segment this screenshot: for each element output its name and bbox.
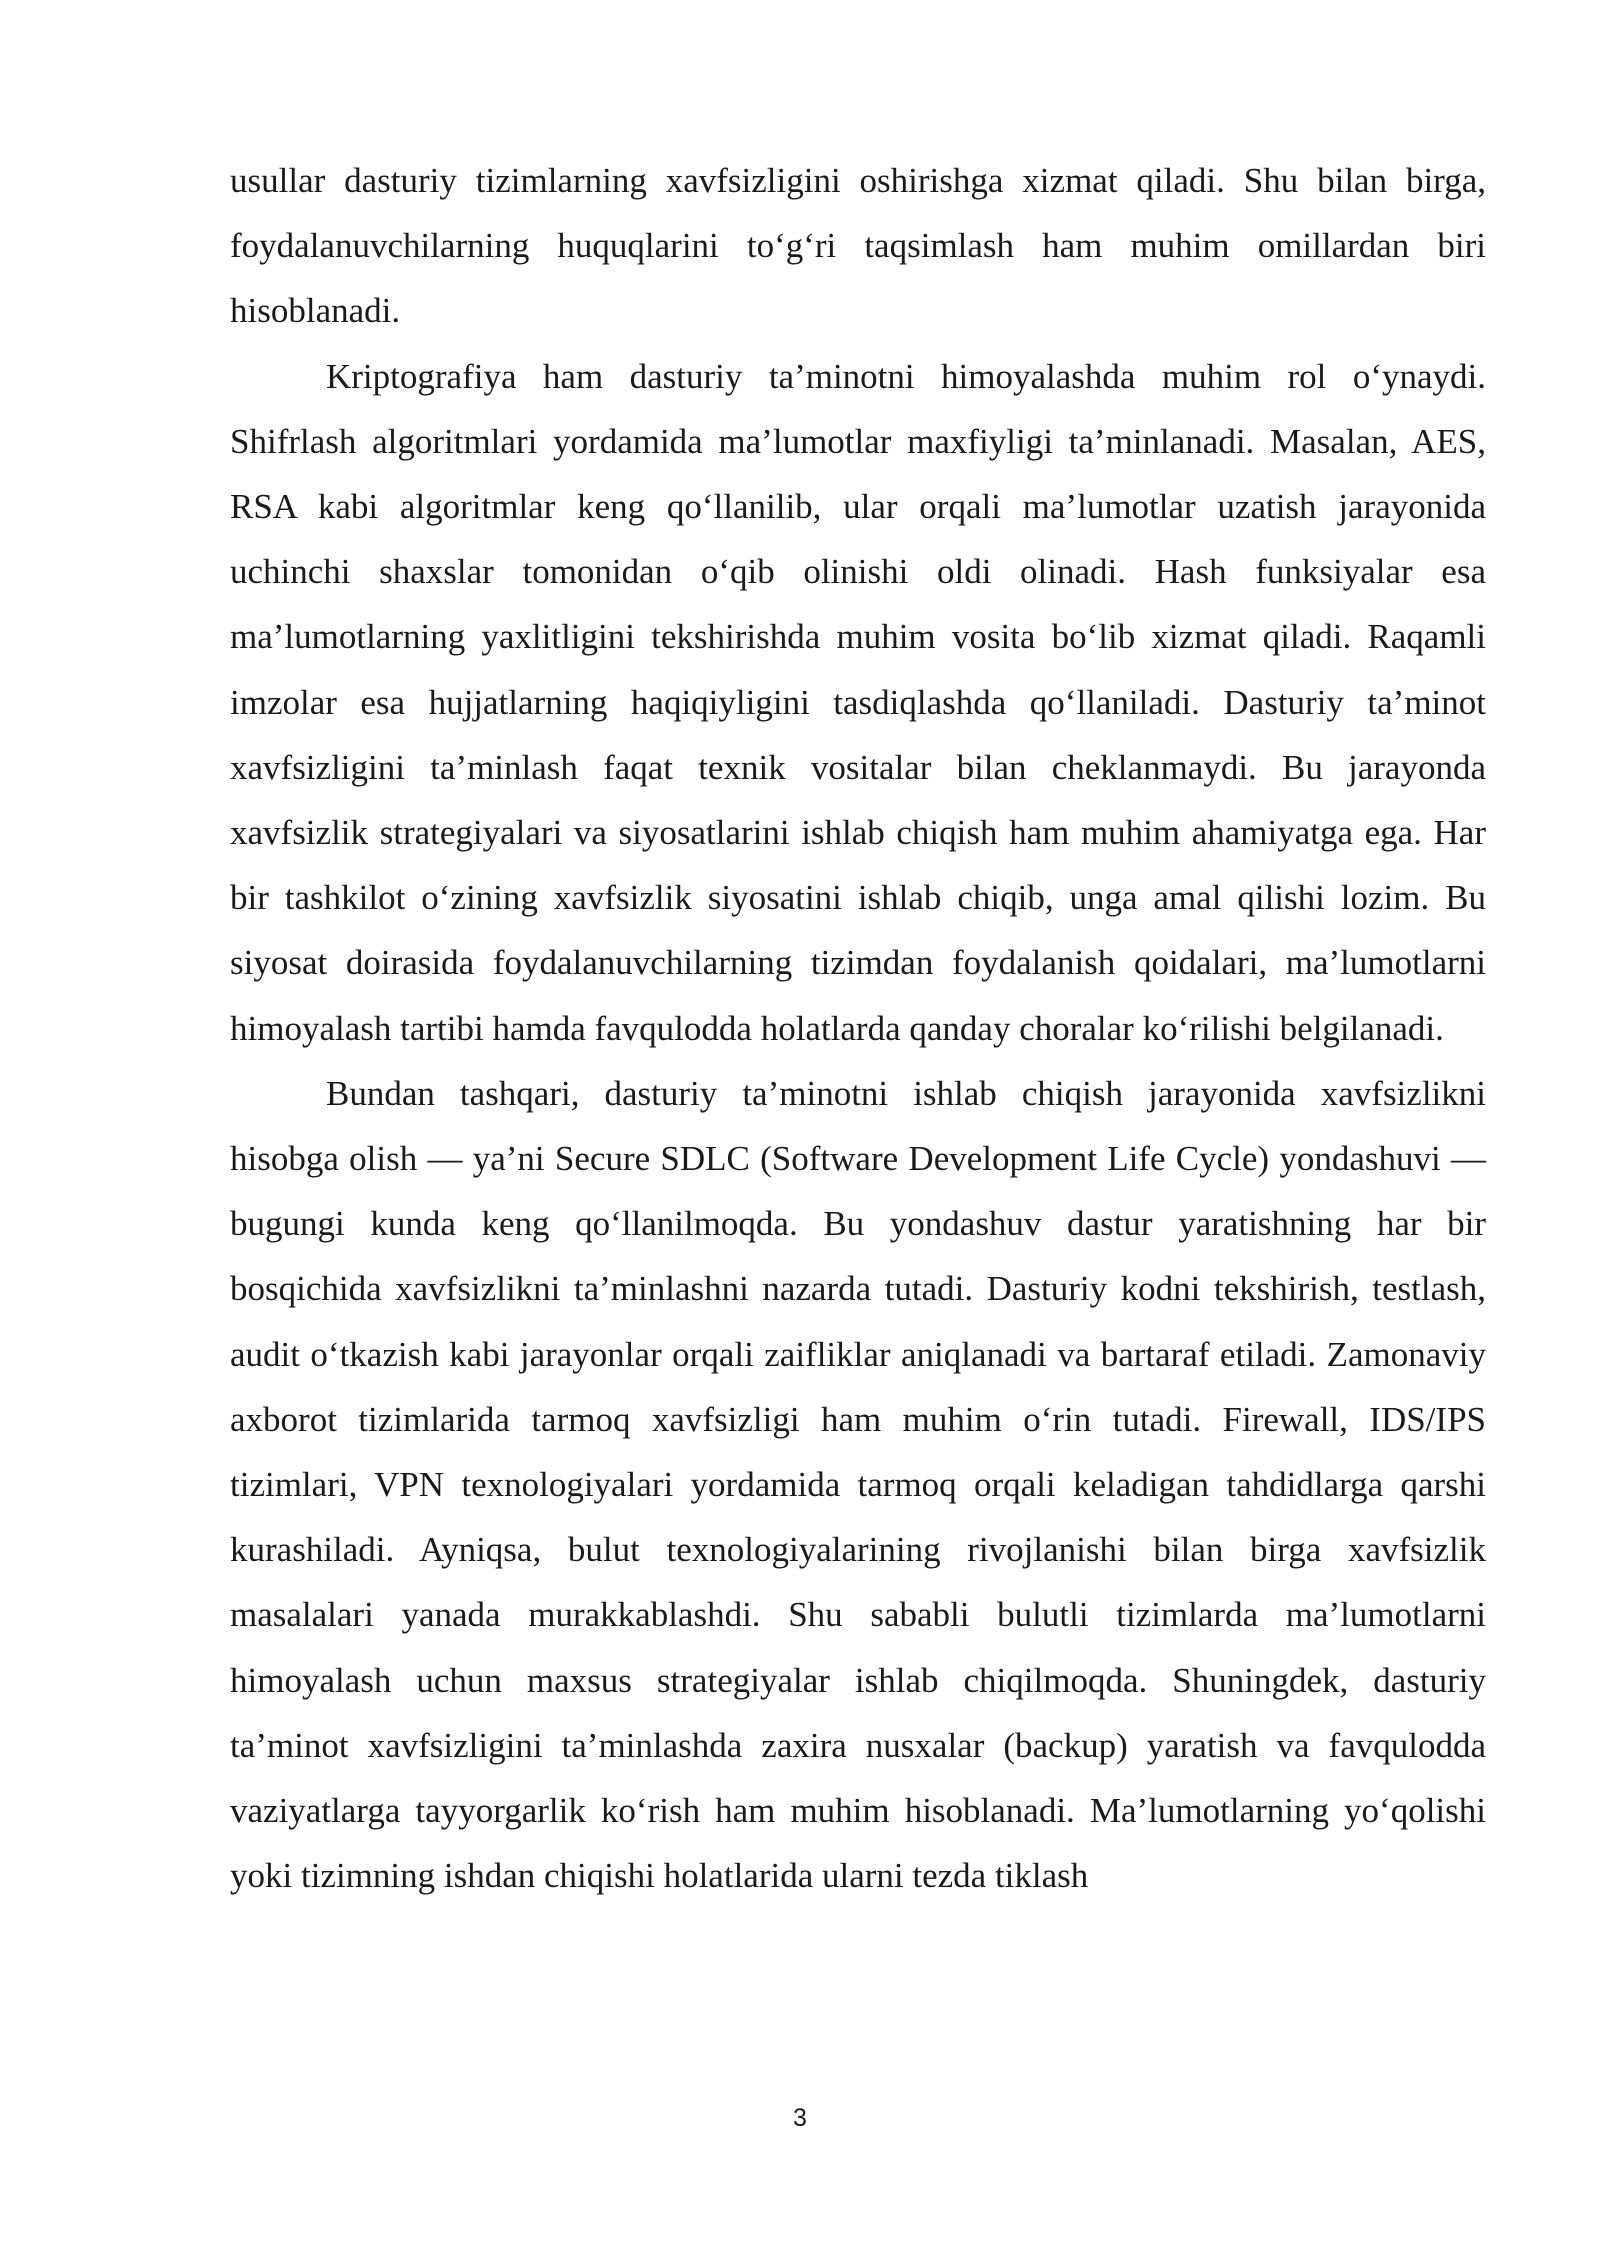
body-text xyxy=(230,148,1486,1908)
paragraph-1: usullar dasturiy tizimlarning xavfsizligini oshirishga xizmat qiladi. Shu bilan birga, foydalanuvchilarning huquqlarini to‘g‘ri taqsimlash ham muhim omillardan biri hisoblanadi. xyxy=(230,161,1486,331)
paragraph-3: Bundan tashqari, dasturiy ta’minotni ishlab chiqish jarayonida xavfsizlikni hisobga olish — ya’ni Secure SDLC (Software Development Life Cycle) yondashuvi — bugungi kunda keng qo‘llanilmoqda. Bu yondashuv dastur yaratishning har bir bosqichida xavfsizlikni ta’minlashni nazarda tutadi. Dasturiy kodni tekshirish, testlash, audit o‘tkazish kabi jarayonlar orqali zaifliklar aniqlanadi va bartaraf etiladi. Zamonaviy axborot tizimlarida tarmoq xavfsizligi ham muhim o‘rin tutadi. Firewall, IDS/IPS tizimlari, VPN texnologiyalari yordamida tarmoq orqali keladigan tahdidlarga qarshi kurashiladi. Ayniqsa, bulut texnologiyalarining rivojlanishi bilan birga xavfsizlik masalalari yanada murakkablashdi. Shu sababli bulutli tizimlarda ma’lumotlarni himoyalash uchun maxsus strategiyalar ishlab chiqilmoqda. Shuningdek, dasturiy ta’minot xavfsizligini ta’minlashda zaxira nusxalar (backup) yaratish va favqulodda vaziyatlarga tayyorgarlik ko‘rish ham muhim hisoblanadi. Ma’lumotlarning yo‘qolishi yoki tizimning ishdan chiqishi holatlarida ularni tezda tiklash xyxy=(230,1073,1486,1896)
page-number: 3 xyxy=(793,2104,807,2132)
paragraph-2: Kriptografiya ham dasturiy ta’minotni himoyalashda muhim rol o‘ynaydi. Shifrlash algoritmlari yordamida ma’lumotlar maxfiyligi ta’minlanadi. Masalan, AES, RSA kabi algoritmlar keng qo‘llanilib, ular orqali ma’lumotlar uzatish jarayonida uchinchi shaxslar tomonidan o‘qib olinishi oldi olinadi. Hash funksiyalar esa ma’lumotlarning yaxlitligini tekshirishda muhim vosita bo‘lib xizmat qiladi. Raqamli imzolar esa hujjatlarning haqiqiyligini tasdiqlashda qo‘llaniladi. Dasturiy ta’minot xavfsizligini ta’minlash faqat texnik vositalar bilan cheklanmaydi. Bu jarayonda xavfsizlik strategiyalari va siyosatlarini ishlab chiqish ham muhim ahamiyatga ega. Har bir tashkilot o‘zining xavfsizlik siyosatini ishlab chiqib, unga amal qilishi lozim. Bu siyosat doirasida foydalanuvchilarning tizimdan foydalanish qoidalari, ma’lumotlarni himoyalash tartibi hamda favqulodda holatlarda qanday choralar ko‘rilishi belgilanadi. xyxy=(230,356,1486,1048)
